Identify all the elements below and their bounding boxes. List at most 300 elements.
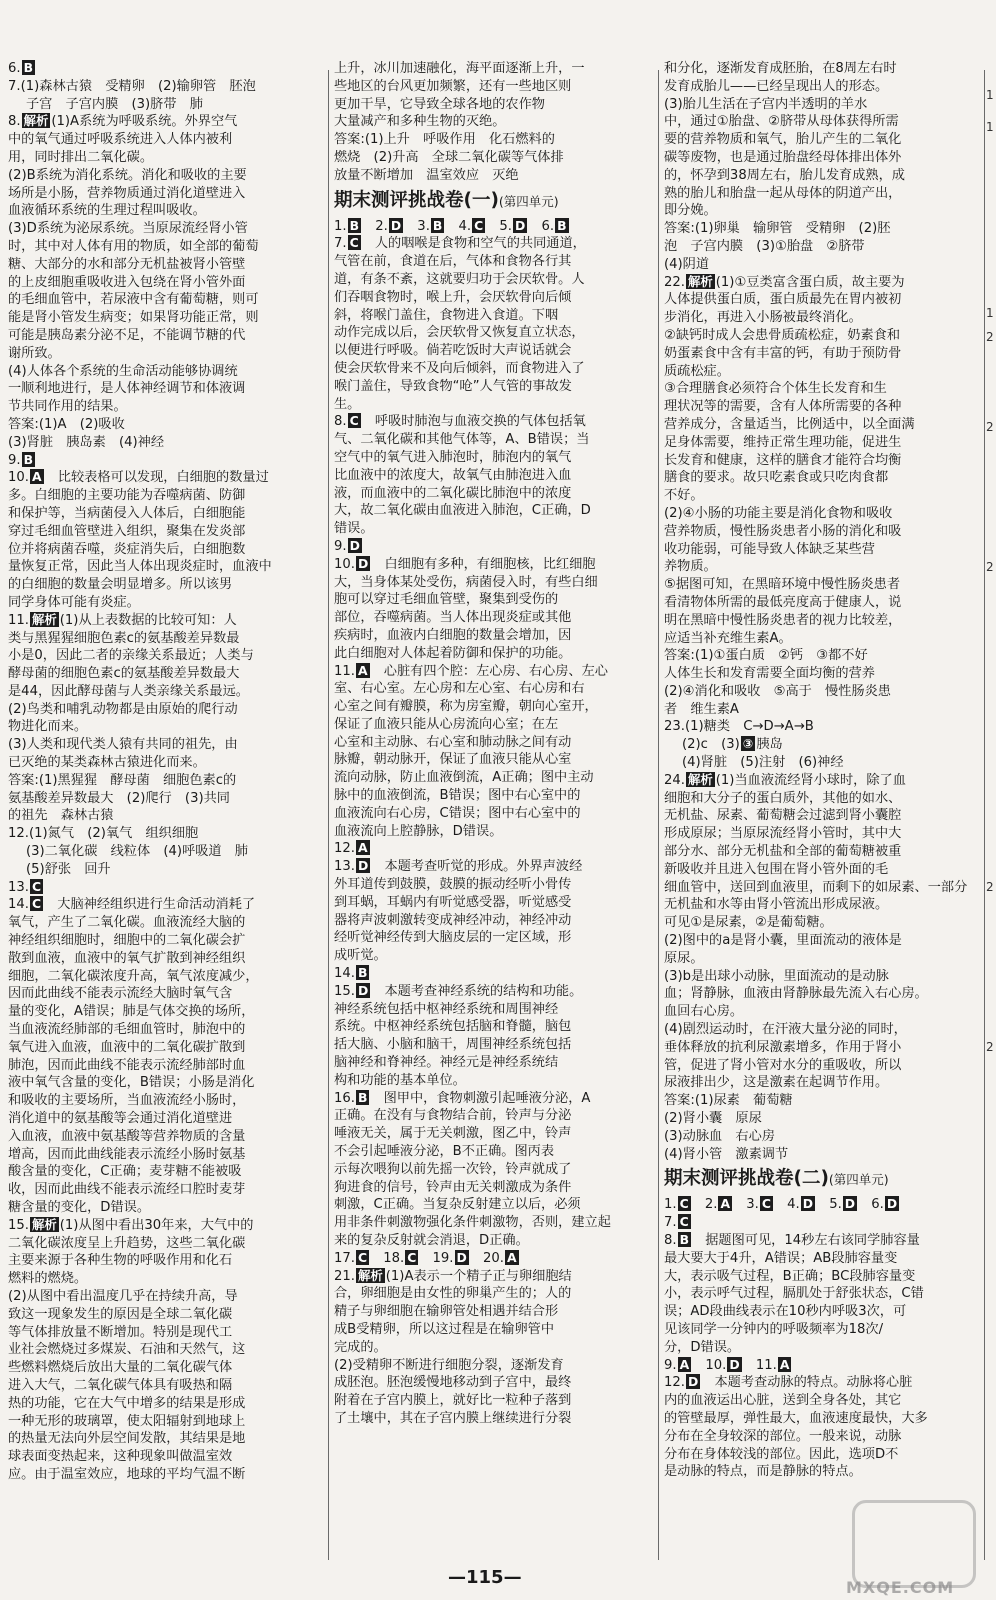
- text-line: 碳等废物，也是通过胎盘经母体排出体外: [664, 149, 902, 165]
- text-line: 胞可以穿过毛细血管壁，聚集到受伤的: [334, 592, 559, 608]
- answer-tag: B: [349, 217, 360, 233]
- column-divider: [658, 70, 659, 1560]
- text-line: 是44，因此酵母菌与人类亲缘关系最远。: [8, 683, 249, 699]
- text-line: 看清物体所需的最低亮度高于健康人，说: [664, 594, 902, 610]
- text-line: 营养物质，慢性肠炎患者小肠的消化和吸: [664, 523, 902, 539]
- section-subtitle: (第四单元): [828, 1172, 889, 1188]
- text-line: 者 维生素A: [664, 701, 739, 717]
- text-line: 系统。中枢神经系统包括脑和脊髓，脑包: [334, 1019, 572, 1035]
- text-line: 血液循环系统的生理过程叫吸收。: [8, 203, 206, 219]
- answer-tag: B: [679, 1232, 690, 1247]
- answer-tag: 解析: [23, 113, 49, 129]
- text-line: (4)剧烈运动时，在汗液大量分泌的同时，: [664, 1022, 907, 1038]
- text-line: 9. A 10. D 11. A: [664, 1356, 790, 1373]
- text-line: 24. 解析 (1)当血液流经肾小球时，除了血: [664, 771, 906, 788]
- text-line: 分布在身体较浅的部位。因此，选项D不: [664, 1446, 899, 1462]
- text-line: 12.(1)氮气 (2)氧气 组织细胞: [8, 826, 199, 842]
- text-line: 部位，吞噬病菌。当人体出现炎症或其他: [334, 610, 572, 626]
- text-line: 附着在子宫内膜上，就好比一粒种子落到: [334, 1393, 572, 1409]
- answer-tag: C: [357, 1249, 368, 1265]
- text-line: 的管壁最厚，弹性最大，血液速度最快，大多: [664, 1410, 928, 1426]
- answer-tag: D: [390, 217, 402, 233]
- answer-tag: A: [357, 840, 368, 856]
- text-line: 热的功能，它在大气中增多的结果是形成: [8, 1395, 246, 1411]
- text-line: (3)D系统为泌尿系统。当原尿流经肾小管: [8, 221, 248, 237]
- text-line: 和保护等，当病菌侵入人体后，白细胞能: [8, 505, 246, 521]
- text-line: 应。由于温室效应，地球的平均气温不断: [8, 1466, 246, 1482]
- answer-tag: C: [349, 413, 359, 429]
- text-line: 13. C: [8, 878, 42, 895]
- text-line: 大，当身体某处受伤，病菌侵入时，有些白细: [334, 574, 598, 590]
- text-line: 生。: [334, 396, 361, 412]
- text-line: (2)鸟类和哺乳动物都是由原始的爬行动: [8, 701, 238, 717]
- section-heading: [664, 1166, 980, 1193]
- answer-tag: A: [720, 1196, 731, 1212]
- answer-tag: A: [506, 1249, 517, 1265]
- answer-tag: D: [357, 982, 369, 998]
- answer-tag: C: [31, 896, 42, 912]
- text-line: 散到血液，血液中的氧气扩散到神经组织: [8, 950, 246, 966]
- text-line: 中的氧气通过呼吸系统进入人体内被利: [8, 132, 233, 148]
- text-line: 大，表示吸气过程，B正确；BC段肺容量变: [664, 1268, 916, 1284]
- answer-tag: C: [407, 1249, 417, 1265]
- text-line: 小是0，因此二者的亲缘关系最近；人类与: [8, 648, 254, 664]
- text-line: 量的变化，A错误；肺是气体交换的场所，: [8, 1004, 255, 1020]
- text-line: 细胞和大分子的蛋白质外，其他的如水、: [664, 790, 902, 806]
- text-line: 步消化，再进入小肠被最终消化。: [664, 310, 862, 326]
- text-line: 大，故二氧化碳由血液进入肺泡，C正确，D: [334, 503, 591, 519]
- text-line: 类与黑猩猩细胞色素c的氨基酸差异数最: [8, 630, 240, 646]
- answer-tag: C: [349, 235, 359, 251]
- text-line: (3)二氧化碳 线粒体 (4)呼吸道 肺: [26, 844, 248, 860]
- text-line: 肺泡，因而此曲线不能表示流经肺部时血: [8, 1057, 246, 1073]
- answer-tag: D: [729, 1356, 740, 1372]
- text-line: 的上皮细胞重吸收进入包绕在肾小管外面: [8, 274, 246, 290]
- text-line: 同学身体可能有炎症。: [8, 594, 140, 610]
- page-number: —115—: [448, 1567, 522, 1588]
- text-line: 理状况等的需要，含有人体所需要的各种: [664, 399, 902, 415]
- text-line: 道，有条不紊，这就要归功于会厌软骨。人: [334, 271, 585, 287]
- text-line: 细血管中，送回到血液里，而剩下的如尿素、一部分: [664, 879, 968, 895]
- text-line: 小，表示呼气过程，膈肌处于舒张状态，C错: [664, 1286, 924, 1302]
- text-line: 等气体排放量不断增加。特别是现代工: [8, 1324, 233, 1340]
- column-2: [334, 60, 654, 1560]
- section-title: 期末测评挑战卷(二): [664, 1168, 829, 1190]
- text-line: 质疏松症。: [664, 363, 730, 379]
- edge-digit: 2: [986, 420, 994, 434]
- text-line: (2)④小肠的功能主要是消化食物和吸收: [664, 505, 893, 521]
- watermark-logo: [852, 1500, 976, 1588]
- column-divider: [328, 70, 329, 1560]
- text-line: 酸含量的变化，C正确；麦芽糖不能被吸: [8, 1164, 242, 1180]
- text-line: 成B受精卵，所以这过程是在输卵管中: [334, 1321, 555, 1337]
- text-line: 来的复杂反射就会消退，D正确。: [334, 1233, 529, 1248]
- text-line: (3)b是出球小动脉，里面流动的是动脉: [664, 968, 889, 984]
- text-line: 脑神经和脊神经。神经元是神经系统结: [334, 1055, 559, 1071]
- text-line: 脉瓣，朝动脉开，保证了血液只能从心室: [334, 752, 572, 768]
- text-line: 的祖先 森林古猿: [8, 808, 114, 824]
- answer-tag: D: [357, 858, 369, 874]
- text-line: 1. C 2. A 3. C 4. D 5. D 6. D: [664, 1196, 898, 1213]
- text-line: 不好。: [664, 488, 704, 504]
- text-line: 神经组织细胞时，细胞中的二氧化碳会扩: [8, 933, 246, 949]
- text-line: 经听觉神经传到大脑皮层的一定区域，形: [334, 930, 572, 946]
- answer-tag: A: [31, 469, 42, 485]
- text-line: 已灭绝的某类森林古猿进化而来。: [8, 755, 206, 771]
- text-line: 精子与卵细胞在输卵管处相遇并结合形: [334, 1304, 559, 1320]
- text-line: 11. 解析 (1)从上表数据的比较可知：人: [8, 611, 237, 628]
- text-line: 最大要大于4升，A错误；AB段肺容量变: [664, 1250, 898, 1266]
- text-line: 狗进食的信号，铃声由无关刺激成为条件: [334, 1179, 572, 1195]
- answer-tag: 解析: [357, 1267, 383, 1283]
- text-line: (4)阴道: [664, 256, 710, 272]
- text-line: 室、右心室。左心房和左心室、右心房和右: [334, 681, 585, 697]
- text-line: 不会引起唾液分泌，B不正确。图丙表: [334, 1144, 555, 1160]
- text-line: 完成的。: [334, 1339, 387, 1355]
- text-line: 酵母菌的细胞色素c的氨基酸差异数最大: [8, 666, 240, 682]
- answer-tag: D: [802, 1196, 814, 1212]
- answer-tag: C: [474, 217, 484, 233]
- text-line: (2)④消化和吸收 ⑤高于 慢性肠炎患: [664, 683, 891, 699]
- text-line: (5)舒张 回升: [26, 861, 111, 877]
- text-line: 可能是胰岛素分泌不足，不能调节糖的代: [8, 327, 246, 343]
- text-line: 部分水、部分无机盐和全部的葡萄糖被重: [664, 844, 902, 860]
- text-line: (3)动脉血 右心房: [664, 1128, 775, 1144]
- text-line: 中，通过①胎盘、②脐带从母体获得所需: [664, 114, 899, 130]
- text-line: (4)肾脏 (5)注射 (6)神经: [682, 755, 844, 771]
- answer-tag: B: [23, 60, 34, 75]
- answer-tag: B: [357, 965, 368, 981]
- edge-digit: 2: [986, 880, 994, 894]
- text-line: 氧气，产生了二氧化碳。血液流经大脑的: [8, 915, 246, 931]
- text-line: 8. 解析 (1)A系统为呼吸系统。外界空气: [8, 113, 238, 130]
- text-line: 奶蛋素食中含有丰富的钙，有助于预防骨: [664, 345, 902, 361]
- text-line: 位并将病菌吞噬，炎症消失后，白细胞数: [8, 541, 246, 557]
- text-line: (2)受精卵不断进行细胞分裂，逐渐发育: [334, 1357, 564, 1373]
- text-line: 球表面变热起来，这种现象叫做温室效: [8, 1449, 233, 1465]
- text-line: 养物质。: [664, 559, 717, 575]
- edge-digit: 2: [986, 560, 994, 574]
- text-line: 心室和主动脉、右心室和肺动脉之间有动: [334, 734, 572, 750]
- text-line: 燃料的燃烧。: [8, 1271, 88, 1287]
- text-line: 合，卵细胞是由女性的卵巢产生的；人的: [334, 1286, 572, 1302]
- text-line: 放量不断增加 温室效应 灭绝: [334, 167, 519, 183]
- text-line: 17. C 18. C 19. D 20. A: [334, 1249, 517, 1266]
- text-line: 答案:(1)尿素 葡萄糖: [664, 1093, 793, 1109]
- text-line: 当血液流经肺部的毛细血管时，肺泡中的: [8, 1022, 246, 1038]
- text-line: ③合理膳食必须符合个体生长发育和生: [664, 381, 887, 397]
- text-line: 的，怀孕到38周左右，胎儿发育成熟，成: [664, 167, 905, 183]
- answer-tag: C: [761, 1196, 771, 1212]
- answer-tag: ③: [742, 736, 754, 752]
- text-line: 答案:(1)①蛋白质 ②钙 ③都不好: [664, 648, 868, 664]
- answer-tag: D: [349, 537, 360, 553]
- text-line: 一种无形的玻璃罩，使太阳辐射到地球上: [8, 1413, 246, 1429]
- text-line: 分布在全身较深的部位。一般来说，动脉: [664, 1428, 902, 1444]
- text-line: ②缺钙时成人会患骨质疏松症，奶素食和: [664, 327, 901, 343]
- text-line: 答案:(1)卵巢 输卵管 受精卵 (2)胚: [664, 221, 891, 237]
- text-line: 量恢复正常，因此当人体出现炎症时，血液中: [8, 559, 272, 575]
- text-line: 答案:(1)上升 呼吸作用 化石燃料的: [334, 132, 555, 148]
- text-line: 进入大气，二氧化碳气体具有吸热和隔: [8, 1377, 233, 1393]
- column-3: [664, 60, 980, 1560]
- text-line: 21. 解析 (1)A表示一个精子正与卵细胞结: [334, 1267, 572, 1284]
- text-line: 和分化，逐渐发育成胚胎，在8周左右时: [664, 61, 897, 76]
- text-line: 垂体释放的抗利尿激素增多，作用于肾小: [664, 1039, 902, 1055]
- text-line: 管，促进了肾小管对水分的重吸收，所以: [664, 1057, 902, 1073]
- text-line: 些地区的台风更加频繁，还有一些地区则: [334, 78, 572, 94]
- text-line: 糖含量的变化，D错误。: [8, 1200, 151, 1215]
- text-line: 人体提供蛋白质，蛋白质最先在胃内被初: [664, 292, 902, 308]
- edge-digit: 1: [986, 306, 994, 320]
- answer-tag: 解析: [687, 771, 713, 787]
- text-line: 用，同时排出二氧化碳。: [8, 149, 154, 165]
- text-line: 23.(1)糖类 C→D→A→B: [664, 719, 814, 735]
- text-line: 氨基酸差异数最大 (2)爬行 (3)共同: [8, 790, 230, 806]
- text-line: 使会厌软骨来不及向后倾斜，而食物进入了: [334, 360, 585, 376]
- text-line: (2)图中的a是肾小囊，里面流动的液体是: [664, 933, 902, 949]
- text-line: 7.(1)森林古猿 受精卵 (2)输卵管 胚泡: [8, 78, 256, 94]
- text-line: 了土壤中，其在子宫内膜上继续进行分裂: [334, 1410, 572, 1426]
- text-line: (2)c (3) ③ 胰岛: [682, 736, 783, 753]
- text-line: 唾液无关，属于无关刺激，图乙中，铃声: [334, 1126, 572, 1142]
- text-line: 主要来源于各种生物的呼吸作用和化石: [8, 1253, 233, 1269]
- text-line: 气管在前，食道在后，气体和食物各行其: [334, 254, 572, 270]
- text-line: 神经系统包括中枢神经系统和周围神经: [334, 1001, 559, 1017]
- text-line: 原尿。: [664, 950, 704, 966]
- text-line: 的白细胞的数量会明显增多。所以该男: [8, 577, 233, 593]
- text-line: (3)肾脏 胰岛素 (4)神经: [8, 434, 165, 450]
- text-line: 收，因而此曲线不能表示流经口腔时麦芽: [8, 1182, 246, 1198]
- text-line: 因而此曲线不能表示流经大脑时氧气含: [8, 986, 233, 1002]
- text-line: 分，D错误。: [664, 1339, 741, 1355]
- text-line: 器将声波刺激转变成神经冲动，神经冲动: [334, 912, 572, 928]
- answer-tag: D: [456, 1249, 467, 1265]
- text-line: 气、二氧化碳和其他气体等，A、B错误；当: [334, 432, 590, 448]
- text-line: 糖、大部分的水和部分无机盐被肾小管壁: [8, 256, 246, 272]
- text-line: 外耳道传到鼓膜，鼓膜的振动经听小骨传: [334, 877, 572, 893]
- text-line: (3)胎儿生活在子宫内半透明的羊水: [664, 96, 868, 112]
- text-line: 答案:(1)A (2)吸收: [8, 416, 125, 432]
- text-line: 形成原尿；当原尿流经肾小管时，其中大: [664, 826, 902, 842]
- text-line: (2)从图中看出温度几乎在持续升高，导: [8, 1288, 238, 1304]
- text-line: 比血液中的浓度大，故氧气由肺泡进入血: [334, 467, 572, 483]
- text-line: 多。白细胞的主要功能为吞噬病菌、防御: [8, 488, 246, 504]
- text-line: (4)肾小管 激素调节: [664, 1146, 789, 1162]
- text-line: 1. B 2. D 3. B 4. C 5. D 6. B: [334, 217, 567, 234]
- text-line: 错误。: [334, 521, 374, 537]
- edge-digit: 2: [986, 330, 994, 344]
- answer-tag: B: [432, 217, 443, 233]
- column-1: [8, 60, 324, 1560]
- text-line: 血；肾静脉，血液由肾静脉最先流入右心房。: [664, 986, 928, 1002]
- edge-digit: 1: [986, 88, 994, 102]
- text-line: 物进化而来。: [8, 719, 88, 735]
- text-line: 成胚泡。胚泡缓慢地移动到子宫中，最终: [334, 1375, 572, 1391]
- text-line: 斜，将喉门盖住，食物进入食道。下咽: [334, 307, 559, 323]
- text-line: 误；AD段曲线表示在10秒内呼吸3次，可: [664, 1304, 907, 1320]
- text-line: (2)肾小囊 原尿: [664, 1111, 762, 1127]
- text-line: 构和功能的基本单位。: [334, 1072, 466, 1088]
- text-line: 血液流向右心房，C错误；图中右心室中的: [334, 805, 581, 821]
- answer-tag: D: [886, 1196, 898, 1212]
- text-line: 要的营养物质和氧气，胎儿产生的二氧化: [664, 132, 902, 148]
- text-line: 节共同作用的结果。: [8, 399, 127, 415]
- text-line: 用非条件刺激物强化条件刺激物，否则，建立起: [334, 1215, 611, 1231]
- text-line: 增高，因而此曲线能表示流经小肠时氨基: [8, 1146, 246, 1162]
- answer-tag: D: [357, 555, 369, 571]
- text-line: 空气中的氧气进入肺泡时，肺泡内的氧气: [334, 449, 572, 465]
- text-line: 8. C 呼吸时肺泡与血液交换的气体包括氧: [334, 413, 586, 430]
- text-line: 上升，冰川加速融化，海平面逐渐上升，一: [334, 61, 585, 76]
- answer-tag: C: [31, 878, 42, 894]
- text-line: ⑤据图可知，在黑暗环境中慢性肠炎患者: [664, 577, 901, 593]
- answer-tag: A: [357, 662, 368, 678]
- answer-tag: B: [23, 451, 34, 467]
- text-line: 入血液，血液中氨基酸等营养物质的含量: [8, 1128, 246, 1144]
- text-line: 们吞咽食物时，喉上升，会厌软骨向后倾: [334, 289, 572, 305]
- text-line: 成听觉。: [334, 948, 387, 964]
- answer-tag: 解析: [31, 1216, 57, 1232]
- text-line: 谢所致。: [8, 345, 61, 361]
- text-line: 营养成分，含量适当，比例适中，以全面满: [664, 416, 915, 432]
- text-line: 见该同学一分钟内的呼吸频率为18次/: [664, 1321, 884, 1337]
- text-line: 8. B 据题图可见，14秒左右该同学肺容量: [664, 1232, 920, 1248]
- text-line: 膳食的要求。故只吃素食或只吃肉食都: [664, 470, 889, 486]
- text-line: 应适当补充维生素A。: [664, 630, 792, 646]
- text-line: 液，而血液中的二氧化碳比肺泡中的浓度: [334, 485, 572, 501]
- text-line: 答案:(1)黑猩猩 酵母菌 细胞色素c的: [8, 772, 237, 788]
- answer-tag: D: [687, 1374, 699, 1390]
- answer-tag: C: [679, 1214, 689, 1230]
- text-line: 尿液排出少，这是激素在起调节作用。: [664, 1075, 889, 1091]
- text-line: 喉门盖住，导致食物“呛”人气管的事故发: [334, 378, 572, 394]
- answer-tag: C: [679, 1196, 689, 1212]
- text-line: 无机盐、尿素、葡萄糖会过滤到肾小囊腔: [664, 808, 902, 824]
- text-line: 15. 解析 (1)从图中看出30年来，大气中的: [8, 1216, 254, 1233]
- answer-tag: 解析: [687, 273, 713, 289]
- text-line: 人体生长和发育需要全面均衡的营养: [664, 666, 875, 682]
- text-line: 消化道中的氨基酸等会通过消化道壁进: [8, 1111, 233, 1127]
- text-line: 些燃料燃烧后放出大量的二氧化碳气体: [8, 1360, 233, 1376]
- text-line: 场所是小肠，营养物质通过消化道壁进入: [8, 185, 246, 201]
- text-line: 脉中的血液倒流，B错误；图中右心室中的: [334, 788, 581, 804]
- text-line: 业社会燃烧过多煤炭、石油和天然气，这: [8, 1342, 246, 1358]
- section-heading: [334, 188, 654, 215]
- text-line: 22. 解析 (1)①豆类富含蛋白质，故主要为: [664, 273, 905, 290]
- text-line: 可见①是尿素，②是葡萄糖。: [664, 915, 833, 931]
- text-line: 11. A 心脏有四个腔：左心房、右心房、左心: [334, 662, 608, 679]
- text-line: 发育成胎儿——已经呈现出人的形态。: [664, 78, 889, 94]
- text-line: 疾病时，血液内白细胞的数量会增加，因: [334, 627, 572, 643]
- text-line: (4)人体各个系统的生命活动能够协调统: [8, 363, 238, 379]
- text-line: 保证了血液只能从心房流向心室；在左: [334, 716, 559, 732]
- text-line: 大量减产和多种生物的灭绝。: [334, 114, 506, 130]
- text-line: 以便进行呼吸。倘若吃饭时大声说话就会: [334, 343, 572, 359]
- answer-tag: D: [515, 217, 526, 233]
- text-line: 是动脉的特点，而是静脉的特点。: [664, 1464, 862, 1480]
- text-line: 14. C 大脑神经组织进行生命活动消耗了: [8, 896, 256, 913]
- text-line: 泡 子宫内膜 (3)①胎盘 ②脐带: [664, 238, 865, 254]
- text-line: 刺激，C正确。当复杂反射建立以后，必须: [334, 1197, 581, 1213]
- text-line: 12. D 本题考查动脉的特点。动脉将心脏: [664, 1374, 913, 1391]
- answer-tag: B: [357, 1089, 368, 1105]
- text-line: 更加干旱，它导致全球各地的农作物: [334, 96, 545, 112]
- text-line: 10. A 比较表格可以发现，白细胞的数量过: [8, 469, 269, 486]
- text-line: 一顺利地进行，是人体神经调节和体液调: [8, 381, 246, 397]
- section-title: 期末测评挑战卷(一): [334, 189, 499, 211]
- text-line: 足身体需要，维持正常生理功能，促进生: [664, 434, 902, 450]
- text-line: 血液流向上腔静脉，D错误。: [334, 823, 503, 839]
- text-line: 的毛细血管中，若尿液中含有葡萄糖，则可: [8, 292, 259, 308]
- text-line: 7. C 人的咽喉是食物和空气的共同通道，: [334, 235, 586, 252]
- text-line: 心室之间有瓣膜，称为房室瓣，朝向心室开，: [334, 699, 598, 715]
- text-line: 致这一现象发生的原因是全球二氧化碳: [8, 1306, 233, 1322]
- text-line: 二氧化碳浓度呈上升趋势，这些二氧化碳: [8, 1235, 246, 1251]
- text-line: 即分娩。: [664, 203, 717, 219]
- text-line: 内的血液运出心脏，送到全身各处，其它: [664, 1393, 902, 1409]
- section-subtitle: (第四单元): [498, 193, 559, 209]
- text-line: 长发育和健康，这样的膳食才能符合均衡: [664, 452, 902, 468]
- text-line: 动作完成以后，会厌软骨又恢复直立状态，: [334, 325, 585, 341]
- text-line: 液中氧气含量的变化，B错误；小肠是消化: [8, 1075, 255, 1091]
- text-line: 此白细胞对人体起着防御和保护的功能。: [334, 645, 572, 661]
- text-line: 燃烧 (2)升高 全球二氧化碳等气体排: [334, 149, 564, 165]
- text-line: 示每次喂狗以前先摇一次铃，铃声就成了: [334, 1161, 572, 1177]
- text-line: 血回右心房。: [664, 1004, 744, 1020]
- text-line: 6. B: [8, 60, 34, 76]
- column-divider: [984, 70, 985, 1560]
- edge-digit: 1: [986, 120, 994, 134]
- text-line: 9. B: [8, 451, 34, 468]
- text-line: 7. C: [664, 1214, 689, 1231]
- text-line: 到耳蜗，耳蜗内有听觉感受器，听觉感受: [334, 894, 572, 910]
- answer-tag: D: [844, 1196, 856, 1212]
- text-line: 正确。在没有与食物结合前，铃声与分泌: [334, 1108, 572, 1124]
- text-line: (3)人类和现代类人猿有共同的祖先，由: [8, 737, 238, 753]
- text-line: 的热量无法向外层空间发散，其结果是地: [8, 1431, 246, 1447]
- text-line: 括大脑、小脑和脑干，周围神经系统包括: [334, 1037, 572, 1053]
- text-line: 收功能弱，可能导致人体缺乏某些营: [664, 541, 875, 557]
- watermark-text: MXQE.COM: [846, 1578, 955, 1597]
- text-line: 12. A: [334, 840, 368, 857]
- answer-tag: 解析: [31, 611, 57, 627]
- edge-digit: 2: [986, 1040, 994, 1054]
- text-line: 10. D 白细胞有多种，有细胞核，比红细胞: [334, 555, 596, 572]
- text-line: 9. D: [334, 537, 360, 554]
- text-line: (2)B系统为消化系统。消化和吸收的主要: [8, 167, 247, 183]
- text-line: 穿过毛细血管壁进入组织，聚集在发炎部: [8, 523, 246, 539]
- text-line: 流向动脉，防止血液倒流，A正确；图中主动: [334, 770, 594, 786]
- text-line: 13. D 本题考查听觉的形成。外界声波经: [334, 858, 583, 875]
- text-line: 时，其中对人体有用的物质，如全部的葡萄: [8, 238, 259, 254]
- text-line: 能是肾小管发生病变；如果肾功能正常，则: [8, 310, 259, 326]
- text-line: 细胞，二氧化碳浓度升高，氧气浓度减少，: [8, 968, 259, 984]
- text-line: 和吸收的主要场所，当血液流经小肠时，: [8, 1093, 246, 1109]
- answer-tag: A: [779, 1356, 790, 1372]
- text-line: 明在黑暗中慢性肠炎患者的视力比较差，: [664, 612, 902, 628]
- text-line: 新吸收并且进入包围在肾小管外面的毛: [664, 861, 889, 877]
- text-line: 子宫 子宫内膜 (3)脐带 肺: [26, 96, 203, 112]
- text-line: 无机盐和水等由肾小管流出形成尿液。: [664, 897, 889, 913]
- text-line: 14. B: [334, 965, 368, 982]
- text-line: 熟的胎儿和胎盘一起从母体的阴道产出，: [664, 185, 902, 201]
- text-line: 15. D 本题考查神经系统的结构和功能。: [334, 982, 583, 999]
- text-line: 氧气进入血液，血液中的二氧化碳扩散到: [8, 1039, 246, 1055]
- text-line: 16. B 图甲中，食物刺激引起唾液分泌，A: [334, 1089, 591, 1106]
- answer-tag: A: [679, 1356, 690, 1372]
- answer-tag: B: [557, 217, 567, 233]
